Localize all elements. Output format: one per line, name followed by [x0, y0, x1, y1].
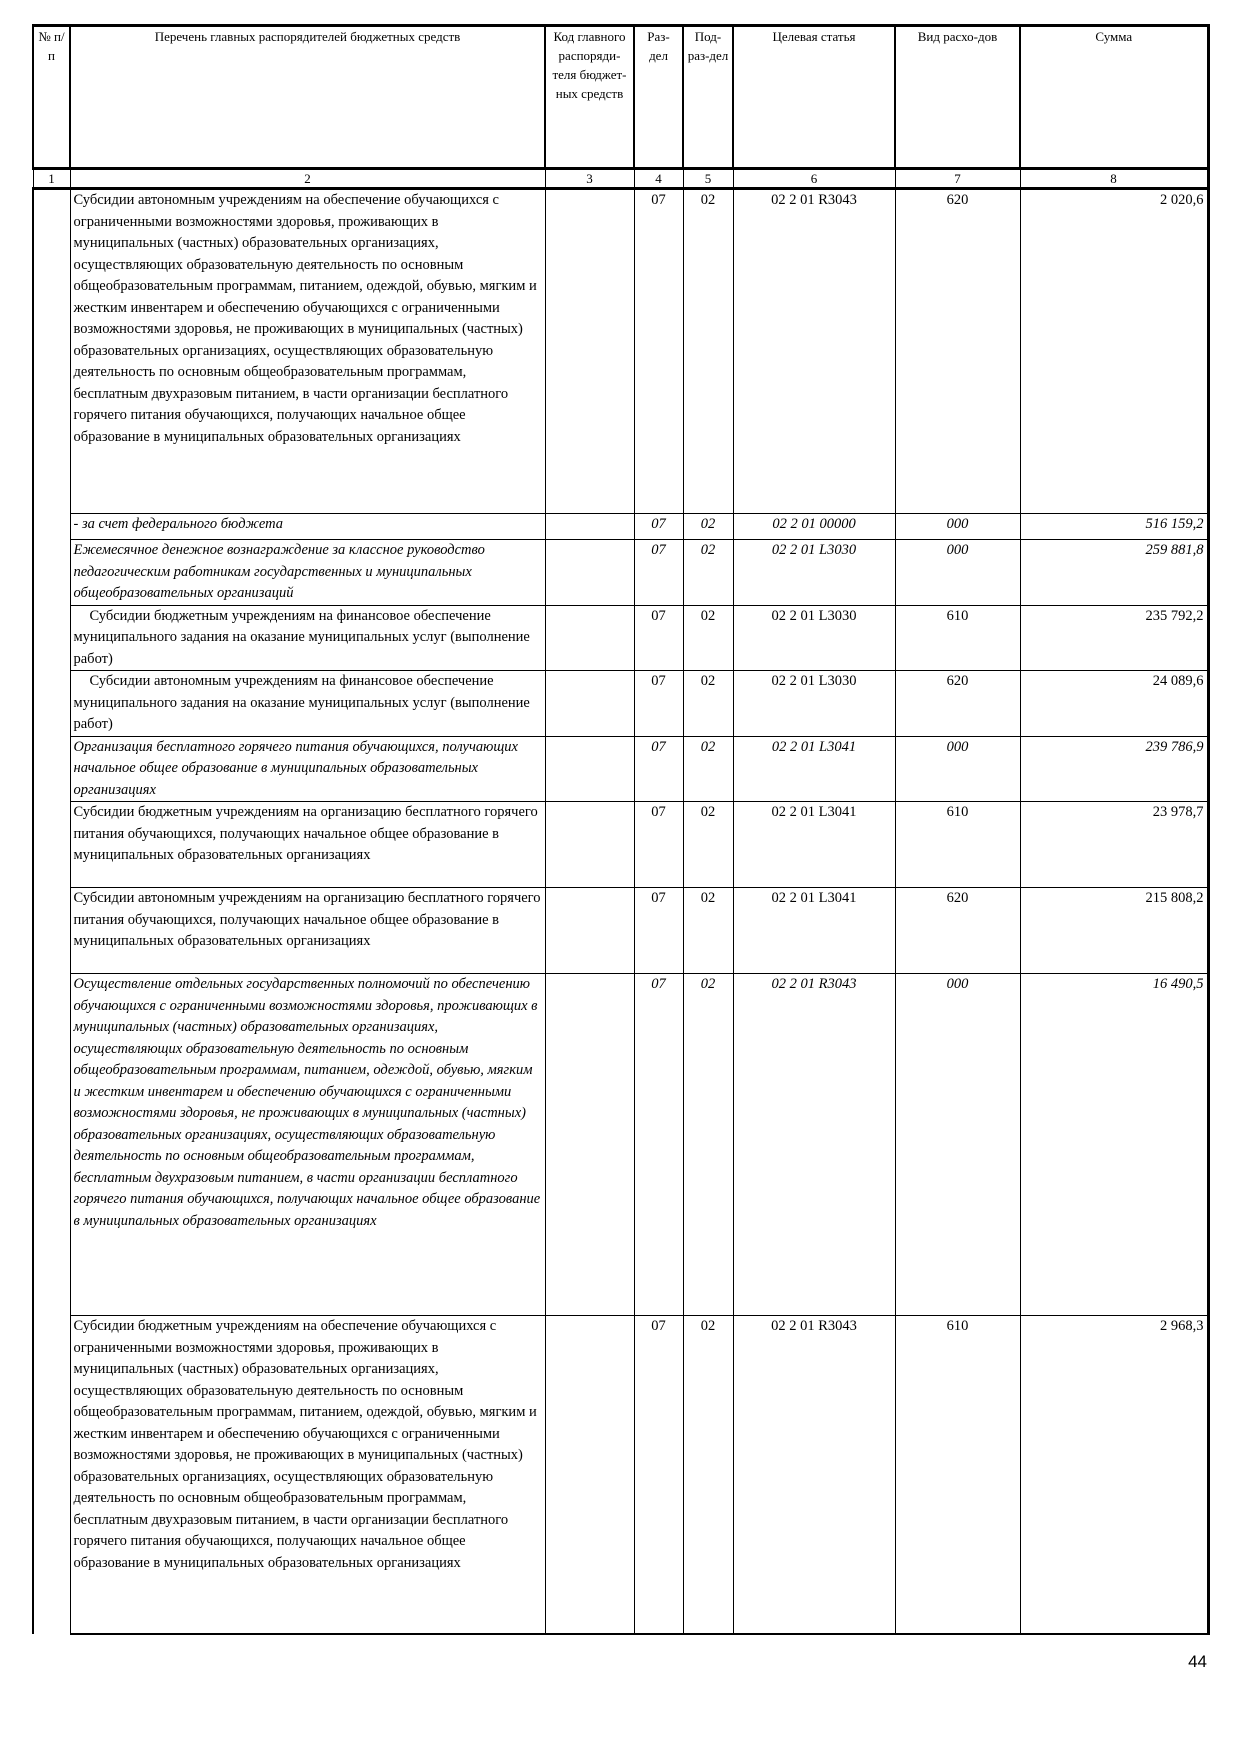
row-subsection: 02	[683, 888, 733, 974]
row-type: 620	[895, 189, 1020, 514]
row-code	[545, 514, 634, 540]
row-amount: 259 881,8	[1020, 540, 1208, 606]
table-row	[33, 802, 1208, 888]
table-row	[33, 671, 1208, 737]
table-row	[33, 605, 1208, 671]
row-target: 02 2 01 L3030	[733, 605, 895, 671]
row-amount: 2 020,6	[1020, 189, 1208, 514]
column-number: 2	[70, 169, 545, 189]
column-number: 5	[683, 169, 733, 189]
row-amount: 239 786,9	[1020, 736, 1208, 802]
row-name: Организация бесплатного горячего питания обучающихся, получающих начальное общее образование в муниципальных образовательных организациях	[70, 736, 545, 802]
table-row	[33, 974, 1208, 1316]
row-section: 07	[634, 974, 683, 1316]
row-section: 07	[634, 802, 683, 888]
row-section: 07	[634, 888, 683, 974]
row-name: Субсидии бюджетным учреждениям на обеспечение обучающихся с ограниченными возможностями здоровья, проживающих в муниципальных (частных) образовательных организациях, осуществляющих образовательную деятельность по основным общеобразовательным программам, питанием, одеждой, обувью, мягким и жестким инвентарем и обеспечению обучающихся с ограниченными возможностями здоровья, не проживающих в муниципальных (частных) образовательных организациях, осуществляющих образовательную деятельность по основным общеобразовательным программам, бесплатным двухразовым питанием, в части организации бесплатного горячего питания обучающихся, получающих начальное общее образование в муниципальных образовательных организациях	[70, 1316, 545, 1634]
page-number: 44	[1188, 1652, 1207, 1671]
row-code	[545, 605, 634, 671]
row-subsection: 02	[683, 1316, 733, 1634]
row-code	[545, 189, 634, 514]
row-target: 02 2 01 L3030	[733, 671, 895, 737]
header-number: № п/п	[33, 26, 70, 169]
row-section: 07	[634, 1316, 683, 1634]
row-section: 07	[634, 189, 683, 514]
row-name: Субсидии автономным учреждениям на обеспечение обучающихся с ограниченными возможностями здоровья, проживающих в муниципальных (частных) образовательных организациях, осуществляющих образовательную деятельность по основным общеобразовательным программам, питанием, одеждой, обувью, мягким и жестким инвентарем и обеспечению обучающихся с ограниченными возможностями здоровья, не проживающих в муниципальных (частных) образовательных организациях, осуществляющих образовательную деятельность по основным общеобразовательным программам, бесплатным двухразовым питанием, в части организации бесплатного горячего питания обучающихся, получающих начальное общее образование в муниципальных образовательных организациях	[70, 189, 545, 514]
row-code	[545, 888, 634, 974]
row-target: 02 2 01 R3043	[733, 189, 895, 514]
header-section: Раз-дел	[634, 26, 683, 169]
row-subsection: 02	[683, 671, 733, 737]
table-row	[33, 514, 1208, 540]
row-target: 02 2 01 L3030	[733, 540, 895, 606]
header-code: Код главного распоряди-теля бюджет-ных средств	[545, 26, 634, 169]
row-target: 02 2 01 L3041	[733, 736, 895, 802]
row-type: 620	[895, 671, 1020, 737]
header-target: Целевая статья	[733, 26, 895, 169]
row-code	[545, 1316, 634, 1634]
row-subsection: 02	[683, 974, 733, 1316]
row-code	[545, 802, 634, 888]
row-type: 000	[895, 514, 1020, 540]
table-row	[33, 736, 1208, 802]
row-name: Осуществление отдельных государственных полномочий по обеспечению обучающихся с ограниченными возможностями здоровья, проживающих в муниципальных (частных) образовательных организациях, осуществляющих образовательную деятельность по основным общеобразовательным программам, питанием, одеждой, обувью, мягким и жестким инвентарем и обеспечению обучающихся с ограниченными возможностями здоровья, не проживающих в муниципальных (частных) образовательных организациях, осуществляющих образовательную деятельность по основным общеобразовательным программам, бесплатным двухразовым питанием, в части организации бесплатного горячего питания обучающихся, получающих начальное общее образование в муниципальных образовательных организациях	[70, 974, 545, 1316]
row-name: Субсидии автономным учреждениям на организацию бесплатного горячего питания обучающихся, получающих начальное общее образование в муниципальных образовательных организациях	[70, 888, 545, 974]
row-name: - за счет федерального бюджета	[70, 514, 545, 540]
row-amount: 16 490,5	[1020, 974, 1208, 1316]
column-number: 7	[895, 169, 1020, 189]
row-code	[545, 540, 634, 606]
row-subsection: 02	[683, 189, 733, 514]
row-section: 07	[634, 540, 683, 606]
row-amount: 516 159,2	[1020, 514, 1208, 540]
row-type: 000	[895, 540, 1020, 606]
table-header-row	[33, 26, 1208, 169]
row-target: 02 2 01 R3043	[733, 1316, 895, 1634]
row-type: 000	[895, 736, 1020, 802]
budget-table	[32, 24, 1210, 1635]
row-subsection: 02	[683, 736, 733, 802]
row-section: 07	[634, 514, 683, 540]
row-amount: 235 792,2	[1020, 605, 1208, 671]
column-number: 6	[733, 169, 895, 189]
row-name: Субсидии бюджетным учреждениям на финансовое обеспечение муниципального задания на оказание муниципальных услуг (выполнение работ)	[70, 605, 545, 671]
column-number: 1	[33, 169, 70, 189]
row-type: 000	[895, 974, 1020, 1316]
row-amount: 215 808,2	[1020, 888, 1208, 974]
column-number: 3	[545, 169, 634, 189]
row-type: 610	[895, 802, 1020, 888]
row-target: 02 2 01 00000	[733, 514, 895, 540]
row-name: Субсидии автономным учреждениям на финансовое обеспечение муниципального задания на оказание муниципальных услуг (выполнение работ)	[70, 671, 545, 737]
column-number: 8	[1020, 169, 1208, 189]
row-section: 07	[634, 671, 683, 737]
row-subsection: 02	[683, 605, 733, 671]
row-code	[545, 974, 634, 1316]
row-type: 620	[895, 888, 1020, 974]
header-amount: Сумма	[1020, 26, 1208, 169]
row-code	[545, 671, 634, 737]
row-code	[545, 736, 634, 802]
header-subsection: Под-раз-дел	[683, 26, 733, 169]
budget-sheet	[32, 24, 1207, 1635]
header-distributors: Перечень главных распорядителей бюджетных средств	[70, 26, 545, 169]
column-number: 4	[634, 169, 683, 189]
row-section: 07	[634, 605, 683, 671]
table-row	[33, 888, 1208, 974]
row-name: Ежемесячное денежное вознаграждение за классное руководство педагогическим работникам государственных и муниципальных общеобразовательных организаций	[70, 540, 545, 606]
row-name: Субсидии бюджетным учреждениям на организацию бесплатного горячего питания обучающихся, получающих начальное общее образование в муниципальных образовательных организациях	[70, 802, 545, 888]
row-subsection: 02	[683, 802, 733, 888]
row-target: 02 2 01 L3041	[733, 802, 895, 888]
row-type: 610	[895, 1316, 1020, 1634]
column-number-row	[33, 169, 1208, 189]
table-row	[33, 189, 1208, 514]
row-target: 02 2 01 L3041	[733, 888, 895, 974]
row-type: 610	[895, 605, 1020, 671]
row-section: 07	[634, 736, 683, 802]
row-amount: 23 978,7	[1020, 802, 1208, 888]
row-subsection: 02	[683, 514, 733, 540]
table-row	[33, 540, 1208, 606]
row-amount: 24 089,6	[1020, 671, 1208, 737]
row-amount: 2 968,3	[1020, 1316, 1208, 1634]
header-expense-type: Вид расхо-дов	[895, 26, 1020, 169]
row-subsection: 02	[683, 540, 733, 606]
table-row	[33, 1316, 1208, 1634]
row-target: 02 2 01 R3043	[733, 974, 895, 1316]
